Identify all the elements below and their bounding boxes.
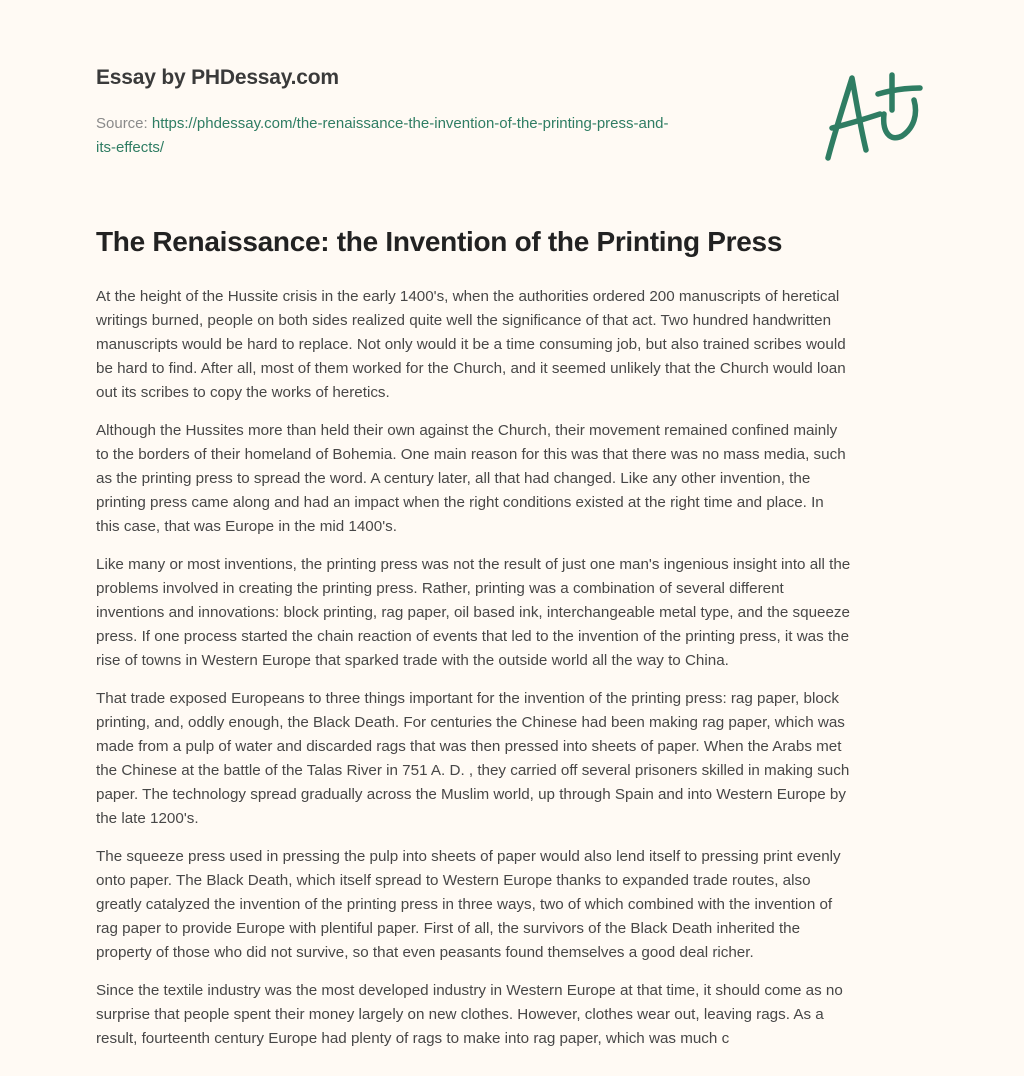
paragraph-line: as the printing press to spread the word. A century later, all that had changed. Like any other invention, the	[96, 470, 811, 487]
source-link[interactable]	[96, 115, 669, 156]
paragraph-line: problems involved in creating the printing press. Rather, printing was a combination of several different	[96, 580, 784, 597]
paragraph	[96, 979, 936, 1051]
paragraph-line: paper. The technology spread gradually across the Muslim world, up through Spain and into Western Europe by	[96, 786, 846, 803]
paragraph-line: result, fourteenth century Europe had plenty of rags to make into rag paper, which was much c	[96, 1030, 730, 1047]
source-label: Source:	[96, 115, 152, 132]
paragraph-line: writings burned, people on both sides realized quite well the significance of that act. Two hundred handwritten	[96, 312, 832, 329]
paragraph-line: Although the Hussites more than held their own against the Church, their movement remained confined mainly	[96, 422, 838, 439]
source-link-line[interactable]: its-effects/	[96, 139, 165, 156]
paragraph-line: press. If one process started the chain reaction of events that led to the invention of the printing press, it was the	[96, 628, 850, 645]
paragraph-line: greatly catalyzed the invention of the printing press in three ways, two of which combined with the invention of	[96, 896, 833, 913]
paragraph-line: The squeeze press used in pressing the pulp into sheets of paper would also lend itself to pressing print evenly	[96, 848, 841, 865]
source-line	[96, 112, 756, 160]
article-body	[96, 285, 936, 1065]
paragraph-line: That trade exposed Europeans to three things important for the invention of the printing press: rag paper, block	[96, 690, 839, 707]
paragraph-line: out its scribes to copy the works of heretics.	[96, 384, 390, 401]
paragraph-line: property of those who did not survive, so that even peasants found themselves a good deal richer.	[96, 944, 754, 961]
paragraph-line: made from a pulp of water and discarded rags that was then pressed into sheets of paper. When the Arabs met	[96, 738, 842, 755]
paragraph-line: be hard to find. After all, most of them worked for the Church, and it seemed unlikely that the Church would loan	[96, 360, 846, 377]
paragraph-line: the late 1200's.	[96, 810, 199, 827]
brand-title: Essay by PHDessay.com	[96, 66, 339, 89]
paragraph	[96, 553, 936, 673]
article-title: The Renaissance: the Invention of the Printing Press	[96, 226, 783, 257]
paragraph-line: the Chinese at the battle of the Talas River in 751 A. D. , they carried off several prisoners skilled in making such	[96, 762, 850, 779]
paragraph-line: printing, and, oddly enough, the Black Death. For centuries the Chinese had been making rag paper, which was	[96, 714, 845, 731]
paragraph-line: Like many or most inventions, the printing press was not the result of just one man's ingenious insight into all the	[96, 556, 851, 573]
paragraph	[96, 419, 936, 539]
source-link-line[interactable]: https://phdessay.com/the-renaissance-the-invention-of-the-printing-press-and-	[151, 115, 669, 132]
paragraph-line: printing press came along and had an impact when the right conditions existed at the right time and place. In	[96, 494, 824, 511]
paragraph-line: At the height of the Hussite crisis in the early 1400's, when the authorities ordered 200 manuscripts of heretical	[96, 288, 840, 305]
a-plus-logo	[820, 70, 930, 165]
paragraph-line: rag paper to provide Europe with plentiful paper. First of all, the survivors of the Black Death inherited the	[96, 920, 801, 937]
paragraph-line: inventions and innovations: block printing, rag paper, oil based ink, interchangeable metal type, and the squeeze	[96, 604, 850, 621]
paragraph-line: onto paper. The Black Death, which itself spread to Western Europe thanks to expanded trade routes, also	[96, 872, 811, 889]
paragraph-line: this case, that was Europe in the mid 1400's.	[96, 518, 397, 535]
paragraph	[96, 687, 936, 831]
paragraph-line: Since the textile industry was the most developed industry in Western Europe at that time, it should come as no	[96, 982, 843, 999]
paragraph-line: surprise that people spent their money largely on new clothes. However, clothes wear out, leaving rags. As a	[96, 1006, 824, 1023]
paragraph	[96, 845, 936, 965]
paragraph	[96, 285, 936, 405]
paragraph-line: manuscripts would be hard to replace. Not only would it be a time consuming job, but also trained scribes would	[96, 336, 846, 353]
paragraph-line: rise of towns in Western Europe that sparked trade with the outside world all the way to China.	[96, 652, 729, 669]
paragraph-line: to the borders of their homeland of Bohemia. One main reason for this was that there was no mass media, such	[96, 446, 846, 463]
